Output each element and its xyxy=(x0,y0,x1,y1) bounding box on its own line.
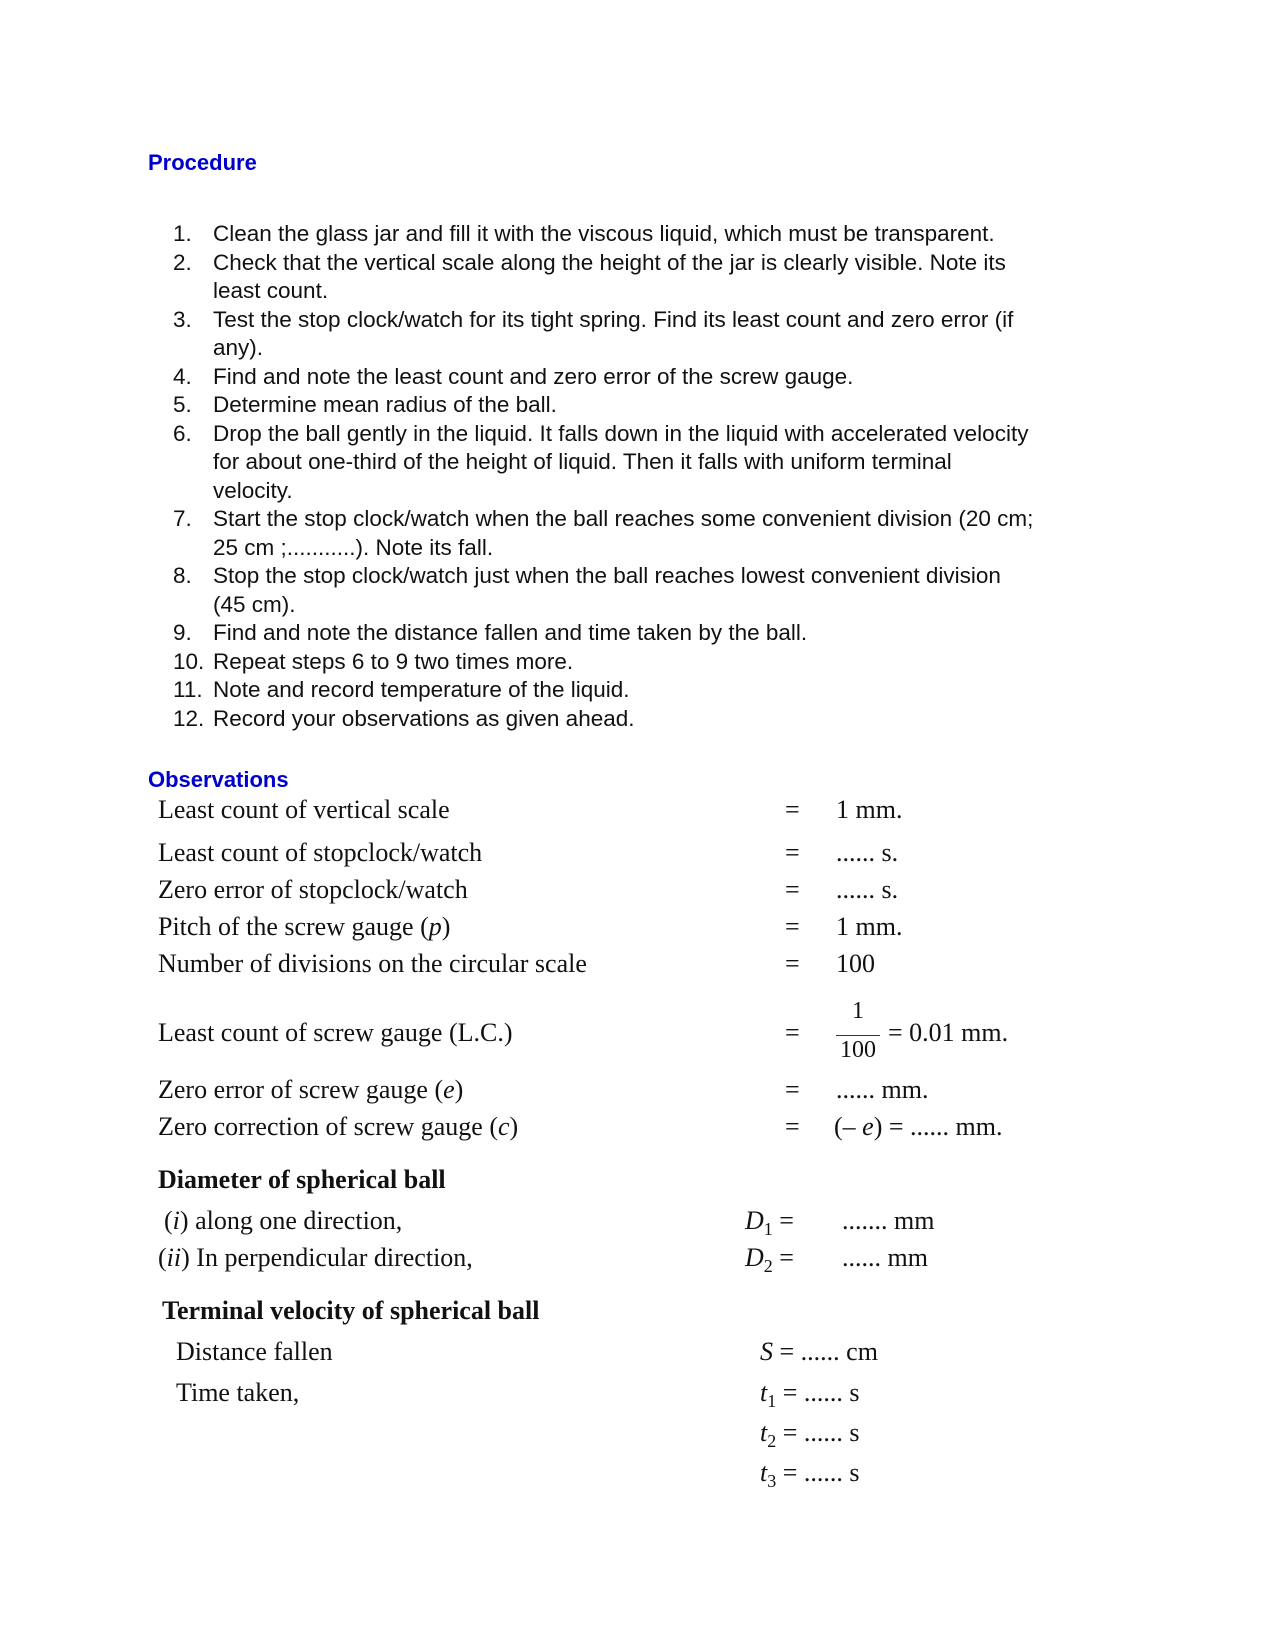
obs-label: Number of divisions on the circular scale xyxy=(158,949,587,978)
step-number: 10. xyxy=(173,648,205,674)
step-text: Test the stop clock/watch for its tight spring. Find its least count and zero error (if xyxy=(213,306,1014,332)
equals-sign: = xyxy=(785,795,800,824)
diameter-value: ...... mm xyxy=(842,1243,928,1272)
diameter-label: (i) along one direction, xyxy=(164,1206,403,1235)
step-number: 5. xyxy=(173,392,192,417)
diameter-symbol: $D_1$ = xyxy=(745,1206,794,1239)
step-number: 8. xyxy=(173,563,192,588)
step-number: 12. xyxy=(173,705,205,731)
obs-label: Least count of screw gauge (L.C.) xyxy=(158,1018,513,1047)
equals-sign: = xyxy=(785,912,800,941)
obs-value: ...... mm. xyxy=(836,1075,929,1104)
time-value: $t_2$ = ...... s xyxy=(760,1418,860,1451)
obs-value: = 0.01 mm. xyxy=(888,1018,1009,1047)
obs-label: Zero error of screw gauge (e) xyxy=(158,1075,464,1104)
equals-sign: = xyxy=(785,1112,800,1141)
equals-sign: = xyxy=(785,875,800,904)
step-text: Record your observations as given ahead. xyxy=(213,705,635,731)
step-number: 7. xyxy=(173,506,192,531)
obs-value: (– e) = ...... mm. xyxy=(834,1112,1003,1141)
step-text: for about one-third of the height of liquid. Then it falls with uniform terminal xyxy=(213,449,952,474)
step-text: Start the stop clock/watch when the ball reaches some convenient division (20 cm; xyxy=(213,506,1034,531)
step-text: Check that the vertical scale along the height of the jar is clearly visible. Note its xyxy=(213,249,1006,275)
step-text: Find and note the distance fallen and time taken by the ball. xyxy=(213,620,808,645)
step-text: Repeat steps 6 to 9 two times more. xyxy=(213,648,574,674)
time-value: $t_3$ = ...... s xyxy=(760,1458,860,1491)
obs-label: Least count of stopclock/watch xyxy=(158,838,483,867)
step-text: Drop the ball gently in the liquid. It falls down in the liquid with accelerated velocity xyxy=(213,420,1029,446)
diameter-label: (ii) In perpendicular direction, xyxy=(158,1243,473,1272)
equals-sign: = xyxy=(785,838,800,867)
equals-sign: = xyxy=(785,1075,800,1104)
obs-label: Zero correction of screw gauge (c) xyxy=(158,1112,519,1141)
obs-label: Least count of vertical scale xyxy=(158,795,450,824)
distance-label: Distance fallen xyxy=(176,1337,333,1366)
step-text: least count. xyxy=(213,278,329,303)
diameter-heading: Diameter of spherical ball xyxy=(158,1165,446,1194)
obs-label: Zero error of stopclock/watch xyxy=(158,875,468,904)
step-number: 11. xyxy=(173,677,203,702)
observations-heading: Observations xyxy=(148,767,289,792)
step-text: Determine mean radius of the ball. xyxy=(213,392,557,417)
time-label: Time taken, xyxy=(176,1378,300,1407)
obs-value: 1 mm. xyxy=(836,795,903,824)
diameter-value: ....... mm xyxy=(842,1206,935,1235)
fraction-denominator: 100 xyxy=(840,1037,876,1063)
step-number: 3. xyxy=(173,306,192,332)
time-value: $t_1$ = ...... s xyxy=(760,1378,860,1411)
equals-sign: = xyxy=(785,1018,800,1047)
step-number: 9. xyxy=(173,620,192,645)
fraction-bar xyxy=(836,1035,880,1036)
step-number: 2. xyxy=(173,249,192,275)
equals-sign: = xyxy=(785,949,800,978)
obs-value: 100 xyxy=(836,949,875,978)
diameter-symbol: $D_2$ = xyxy=(745,1243,794,1276)
step-text: (45 cm). xyxy=(213,591,296,617)
step-text: Stop the stop clock/watch just when the ball reaches lowest convenient division xyxy=(213,563,1001,588)
step-text: velocity. xyxy=(213,477,293,503)
fraction-numerator: 1 xyxy=(852,998,864,1024)
step-text: Clean the glass jar and fill it with the viscous liquid, which must be transparent. xyxy=(213,221,995,246)
step-text: Note and record temperature of the liquid. xyxy=(213,677,630,702)
obs-value: ...... s. xyxy=(836,875,899,904)
terminal-velocity-heading: Terminal velocity of spherical ball xyxy=(162,1296,540,1325)
step-number: 6. xyxy=(173,420,192,446)
step-text: any). xyxy=(213,335,264,360)
distance-value: S = ...... cm xyxy=(760,1337,878,1366)
procedure-heading: Procedure xyxy=(148,150,257,175)
obs-label: Pitch of the screw gauge (p) xyxy=(158,912,451,941)
step-number: 4. xyxy=(173,363,192,389)
step-text: 25 cm ;...........). Note its fall. xyxy=(213,534,494,560)
step-number: 1. xyxy=(173,221,192,246)
step-text: Find and note the least count and zero error of the screw gauge. xyxy=(213,363,854,389)
obs-value: 1 mm. xyxy=(836,912,903,941)
obs-value: ...... s. xyxy=(836,838,899,867)
